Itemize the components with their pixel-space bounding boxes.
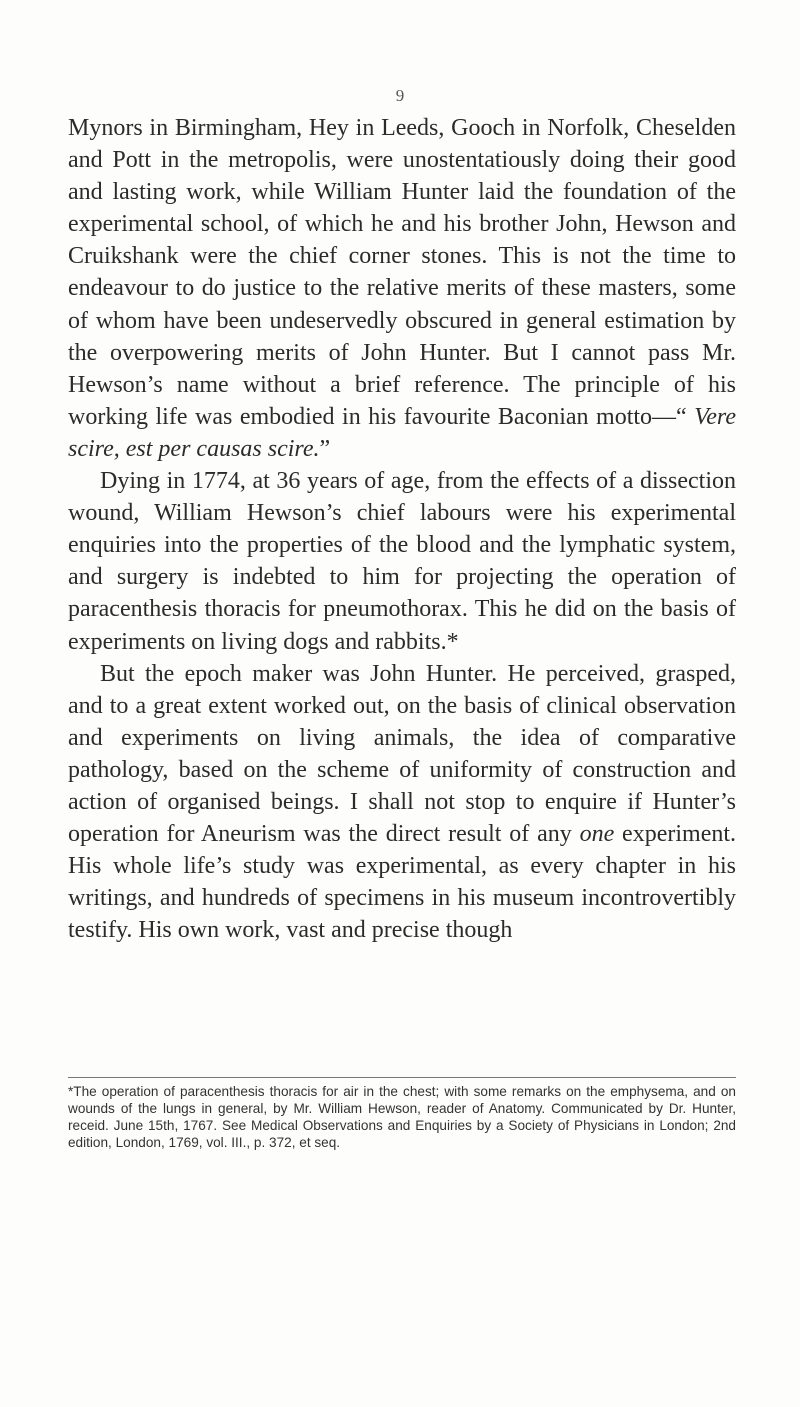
baconian-motto: Vere scire, est per causas scire. — [68, 403, 736, 462]
paragraph-3-text-a: But the epoch maker was John Hunter. He perceived, grasped, and to a great extent worked out, on the basis of clinical observation and experiments on living animals, the idea of comparative pathology, based on the scheme of uniformity of construction and action of organised beings. I shall not stop to enquire if Hunter’s operation for Aneurism was the direct result of any — [68, 660, 736, 848]
body-text — [68, 112, 736, 946]
paragraph-1 — [68, 112, 736, 465]
paragraph-3-text-b: experiment. His whole life’s study was experimental, as every chapter in his writings, and hundreds of specimens in his museum incontrovertibly testify. His own work, vast and precise though — [68, 821, 737, 944]
paragraph-2: Dying in 1774, at 36 years of age, from the effects of a dissection wound, William Hewson’s chief labours were his experimental enquiries into the properties of the blood and the lymphatic system, and surgery is indebted to him for projecting the operation of paracenthesis thoracis for pneumothorax. This he did on the basis of experiments on living dogs and rabbits.* — [68, 468, 736, 655]
paragraph-1-text-a: Mynors in Birmingham, Hey in Leeds, Gooch in Norfolk, Cheselden and Pott in the metropolis, were unostentatiously doing their good and lasting work, while William Hunter laid the foundation of the experimental school, of which he and his brother John, Hewson and Cruikshank were the chief corner stones. This is not the time to endeavour to do justice to the relative merits of these masters, some of whom have been undeservedly obscured in general estimation by the overpowering merits of John Hunter. But I cannot pass Mr. Hewson’s name without a brief reference. The principle of his working life was embodied in his favourite Baconian motto—“ — [68, 115, 736, 430]
footnote: *The operation of paracenthesis thoracis for air in the chest; with some remarks on the emphysema, and on wounds of the lungs in general, by Mr. William Hewson, reader of Anatomy. Communicated by Dr. Hunter, receid. June 15th, 1767. See Medical Observations and Enquiries by a Society of Physicians in London; 2nd edition, London, 1769, vol. III., p. 372, et seq. — [68, 1084, 736, 1150]
emphasis-one: one — [579, 821, 615, 848]
footnote-divider — [68, 1077, 736, 1078]
paragraph-1-text-b: ” — [319, 435, 331, 462]
paragraph-3 — [68, 658, 736, 947]
page-number: 9 — [395, 86, 405, 105]
